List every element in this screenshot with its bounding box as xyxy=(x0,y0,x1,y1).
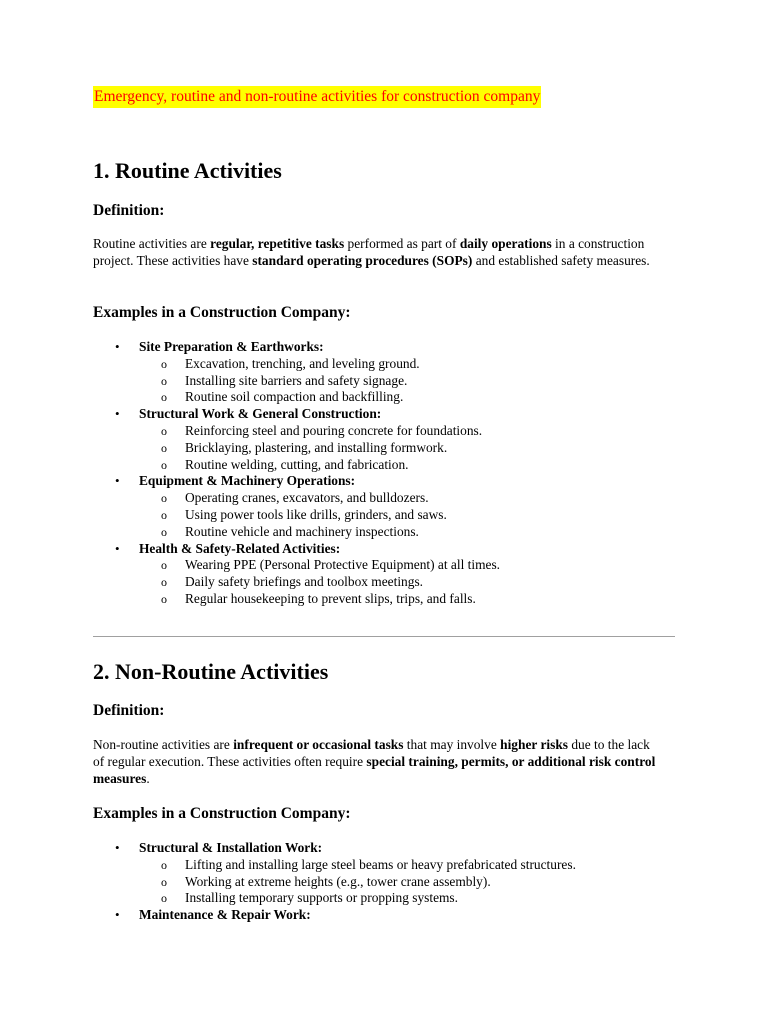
examples-heading: Examples in a Construction Company: xyxy=(93,805,351,822)
circle-bullet-icon: o xyxy=(161,575,167,590)
circle-bullet-icon: o xyxy=(161,390,167,405)
text-run: Routine activities are xyxy=(93,236,211,251)
sub-list-item xyxy=(139,440,673,457)
circle-bullet-icon: o xyxy=(161,558,167,573)
sub-list-item xyxy=(139,389,673,406)
item-text: Routine soil compaction and backfilling. xyxy=(185,389,404,405)
sub-list-item xyxy=(139,574,673,591)
circle-bullet-icon: o xyxy=(161,356,167,371)
item-text: Excavation, trenching, and leveling ground. xyxy=(185,355,420,371)
list-item xyxy=(93,473,673,540)
circle-bullet-icon: o xyxy=(161,457,167,472)
item-text: Installing site barriers and safety signage. xyxy=(185,372,408,388)
bullet-icon: • xyxy=(115,473,120,489)
item-text: Reinforcing steel and pouring concrete for foundations. xyxy=(185,422,483,438)
sub-list-item xyxy=(139,423,673,440)
sub-list xyxy=(139,423,673,473)
bold-run: daily operations xyxy=(459,236,552,251)
sub-list-item xyxy=(139,591,673,608)
sub-list xyxy=(139,857,673,907)
circle-bullet-icon: o xyxy=(161,874,167,889)
item-text: Wearing PPE (Personal Protective Equipment) at all times. xyxy=(185,557,501,573)
routine-examples-list xyxy=(93,339,673,608)
examples-heading: Examples in a Construction Company: xyxy=(93,304,351,321)
circle-bullet-icon: o xyxy=(161,857,167,872)
section-divider xyxy=(93,636,675,637)
item-text: Working at extreme heights (e.g., tower crane assembly). xyxy=(185,873,491,889)
definition-heading: Definition: xyxy=(93,202,165,219)
circle-bullet-icon: o xyxy=(161,891,167,906)
bullet-icon: • xyxy=(115,339,120,354)
item-text: Installing temporary supports or propping systems. xyxy=(185,890,458,906)
list-item xyxy=(93,339,673,406)
sub-list-item xyxy=(139,557,673,574)
bold-run: infrequent or occasional tasks xyxy=(233,737,404,752)
sub-list-item xyxy=(139,524,673,541)
sub-list-item xyxy=(139,457,673,474)
circle-bullet-icon: o xyxy=(161,491,167,506)
text-run: in a construction project. These activities have xyxy=(93,236,645,268)
text-run: performed as part of xyxy=(344,236,460,251)
text-run: Non-routine activities are xyxy=(93,737,234,752)
bullet-icon: • xyxy=(115,406,120,422)
item-text: Lifting and installing large steel beams or heavy prefabricated structures. xyxy=(185,856,576,872)
sub-list-item xyxy=(139,373,673,390)
text-run: that may involve xyxy=(403,737,501,752)
definition-paragraph xyxy=(93,737,663,787)
group-label: Structural Work & General Construction: xyxy=(139,406,382,422)
bullet-icon: • xyxy=(115,907,120,923)
sub-list xyxy=(139,490,673,540)
group-label: Site Preparation & Earthworks: xyxy=(139,339,324,354)
section-heading-routine: 1. Routine Activities xyxy=(93,158,282,183)
group-label: Maintenance & Repair Work: xyxy=(139,907,311,923)
definition-paragraph xyxy=(93,236,663,270)
bold-run: higher risks xyxy=(500,737,568,752)
document-title: Emergency, routine and non-routine activities for construction company xyxy=(93,86,541,108)
list-item xyxy=(93,840,673,907)
group-label: Equipment & Machinery Operations: xyxy=(139,473,356,489)
item-text: Daily safety briefings and toolbox meetings. xyxy=(185,574,424,590)
bullet-icon: • xyxy=(115,540,120,556)
item-text: Regular housekeeping to prevent slips, trips, and falls. xyxy=(185,590,476,606)
sub-list-item xyxy=(139,874,673,891)
list-item xyxy=(93,541,673,608)
list-item xyxy=(93,406,673,473)
non-routine-examples-list xyxy=(93,840,673,924)
section-heading-non-routine: 2. Non-Routine Activities xyxy=(93,659,329,684)
bold-run: special training, permits, or additional risk control measures xyxy=(93,753,656,786)
item-text: Operating cranes, excavators, and bulldozers. xyxy=(185,490,429,506)
item-text: Using power tools like drills, grinders, and saws. xyxy=(185,506,447,522)
sub-list-item xyxy=(139,857,673,874)
text-run: and established safety measures. xyxy=(472,252,650,268)
bold-run: standard operating procedures (SOPs) xyxy=(252,252,473,268)
sub-list xyxy=(139,356,673,406)
group-label: Structural & Installation Work: xyxy=(139,840,323,855)
circle-bullet-icon: o xyxy=(161,440,167,455)
sub-list xyxy=(139,557,673,607)
list-item xyxy=(93,907,673,924)
sub-list-item xyxy=(139,356,673,373)
circle-bullet-icon: o xyxy=(161,373,167,388)
circle-bullet-icon: o xyxy=(161,524,167,539)
item-text: Bricklaying, plastering, and installing formwork. xyxy=(185,439,448,455)
item-text: Routine welding, cutting, and fabrication. xyxy=(185,456,409,472)
sub-list-item xyxy=(139,890,673,907)
sub-list-item xyxy=(139,507,673,524)
item-text: Routine vehicle and machinery inspections. xyxy=(185,523,419,539)
circle-bullet-icon: o xyxy=(161,507,167,522)
text-run: due to the lack of regular execution. These activities often require xyxy=(93,737,650,769)
circle-bullet-icon: o xyxy=(161,591,167,606)
group-label: Health & Safety-Related Activities: xyxy=(139,540,341,556)
sub-list-item xyxy=(139,490,673,507)
bullet-icon: • xyxy=(115,840,120,855)
text-run: . xyxy=(146,770,150,786)
bold-run: regular, repetitive tasks xyxy=(210,236,345,251)
circle-bullet-icon: o xyxy=(161,423,167,438)
definition-heading: Definition: xyxy=(93,702,165,719)
